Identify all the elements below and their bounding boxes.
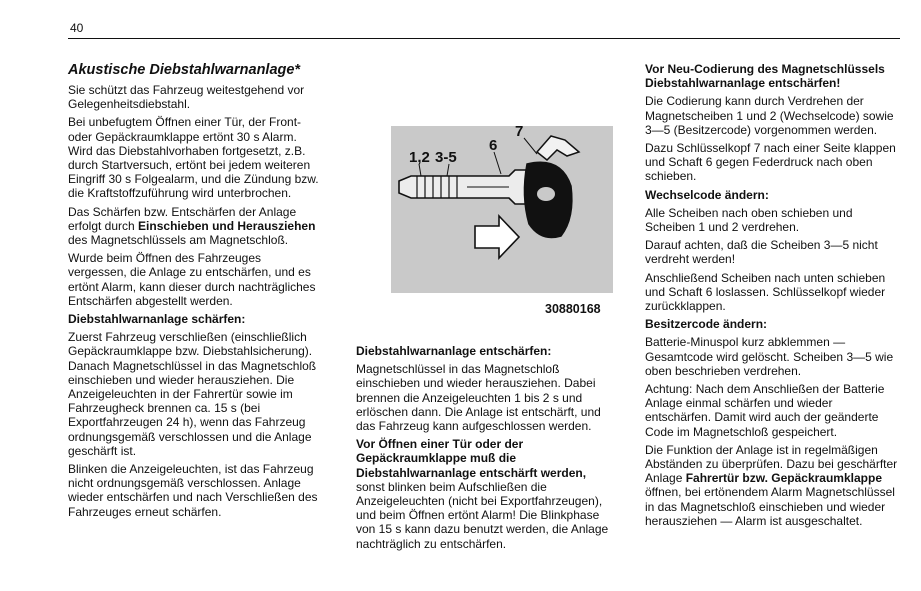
change-code-step-2: Darauf achten, daß die Scheiben 3—5 nicht verdreht werden! <box>645 238 878 267</box>
intro-paragraph: Sie schützt das Fahrzeug weitestgehend vor Gelegenheitsdiebstahl. <box>68 83 305 112</box>
text-run: Die Funktion der Anlage ist in regelmäßigen Abständen zu überprüfen. Dazu bei geschärfter Anlage <box>645 442 898 486</box>
subheading-owner-code: Besitzercode ändern: <box>645 317 768 332</box>
arming-method-paragraph <box>68 205 322 248</box>
function-check-paragraph <box>645 443 900 528</box>
disarm-warning-paragraph <box>356 437 613 551</box>
blinking-paragraph: Blinken die Anzeigeleuchten, ist das Fahrzeug nicht ordnungsgemäß verschlossen. Anlage wieder entschärfen und nach Verschließen des Fahrzeuges erneut schärfen. <box>68 462 318 519</box>
section-title: Akustische Diebstahlwarnanlage* <box>68 62 301 78</box>
column-right <box>645 62 900 532</box>
page-number: 40 <box>70 21 84 35</box>
text-run: sonst blinken beim Aufschließen die Anzeigeleuchten (nicht bei Exportfahrzeugen), und beim Öffnen ertönt Alarm! Die Blinkphase von 15 s kann dazu benutzt werden, die Anlage nachträglich zu entschärfen. <box>356 479 609 551</box>
change-code-step-3: Anschließend Scheiben nach unten schieben und Schaft 6 loslassen. Schlüsselkopf wieder zurückklappen. <box>645 270 886 314</box>
header-rule <box>68 38 900 39</box>
bold-run: Vor Öffnen einer Tür oder der Gepäckraumklappe muß die Diebstahlwarnanlage entschärft werden, <box>356 437 587 480</box>
figure-code: 30880168 <box>545 302 601 316</box>
text-run: öffnen, bei ertönendem Alarm Magnetschlüssel in das Magnetschloß einschieben und wieder herausziehen — Alarm ist ausgeschaltet. <box>645 485 895 528</box>
subheading-change-code: Wechselcode ändern: <box>645 187 769 202</box>
coding-paragraph: Die Codierung kann durch Verdrehen der Magnetscheiben 1 und 2 (Wechselcode) sowie 3—5 (Besitzercode) vorgenommen werden. <box>645 94 894 137</box>
subheading-recoding-warning: Vor Neu-Codierung des Magnetschlüssels Diebstahlwarnanlage entschärfen! <box>645 62 885 91</box>
callout-1-2: 1,2 <box>409 149 430 166</box>
bold-run: Fahrertür bzw. Gepäckraumklappe <box>685 471 882 486</box>
subheading-arm: Diebstahlwarnanlage schärfen: <box>68 312 246 327</box>
disarm-steps-paragraph: Magnetschlüssel in das Magnetschloß einschieben und wieder herausziehen. Dabei brennen die Anzeigeleuchten 1 bis 2 s und erlöschen dann. Die Anlage ist entschärft, und das Fahrzeug kann aufgeschlossen werden. <box>356 362 601 434</box>
column-middle <box>356 344 613 555</box>
forgotten-disarm-paragraph: Wurde beim Öffnen des Fahrzeuges vergessen, die Anlage zu entschärfen, und es ertönt Alarm, kann dieser durch nachträgliches Entschärfen abgestellt werden. <box>68 251 316 308</box>
text-run: Das Schärfen bzw. Entschärfen der Anlage erfolgt durch <box>68 204 297 233</box>
column-left <box>68 62 322 523</box>
subheading-disarm: Diebstahlwarnanlage entschärfen: <box>356 344 552 358</box>
owner-code-paragraph: Batterie-Minuspol kurz abklemmen — Gesamtcode wird gelöscht. Scheiben 3—5 wie oben beschrieben verdrehen. <box>645 335 894 378</box>
magnet-key-diagram <box>391 126 613 293</box>
callout-6: 6 <box>489 137 498 154</box>
arm-steps-paragraph: Zuerst Fahrzeug verschließen (einschließlich Gepäckraumklappe bzw. Diebstahlsicherung). Danach Magnetschlüssel in das Magnetschloß einschieben und wieder herausziehen. Die Anzeigeleuchten in der Fahrertür sowie im Fahrzeugheck brennen ca. 15 s (bei Exportfahrzeugen 24 h), wenn das Fahrzeug ordnungsgemäß verschlossen und die Anlage geschärft ist. <box>68 330 317 458</box>
callout-3-5: 3-5 <box>435 149 457 166</box>
callout-7: 7 <box>515 126 524 140</box>
key-illustration <box>391 126 613 293</box>
attention-paragraph: Achtung: Nach dem Anschließen der Batterie Anlage einmal schärfen und wieder entschärfen. Damit wird auch der geänderte Code im Magnetschloß gespeichert. <box>645 382 885 439</box>
key-head-paragraph: Dazu Schlüsselkopf 7 nach einer Seite klappen und Schaft 6 gegen Federdruck nach oben schieben. <box>645 141 896 184</box>
text-run: des Magnetschlüssels am Magnetschloß. <box>68 233 289 248</box>
alarm-paragraph: Bei unbefugtem Öffnen einer Tür, der Front- oder Gepäckraumklappe ertönt 30 s Alarm. Wird das Diebstahlvorhaben fortgesetzt, z.B. durch Startversuch, ertönt bei jedem weiteren Eingriff 30 s Folgealarm, und die Zündung bzw. die Kraftstoffzuführung wird unterbrochen. <box>68 115 319 201</box>
change-code-step-1: Alle Scheiben nach oben schieben und Scheiben 1 und 2 verdrehen. <box>645 205 853 235</box>
bold-run: Einschieben und Herausziehen <box>138 218 316 233</box>
